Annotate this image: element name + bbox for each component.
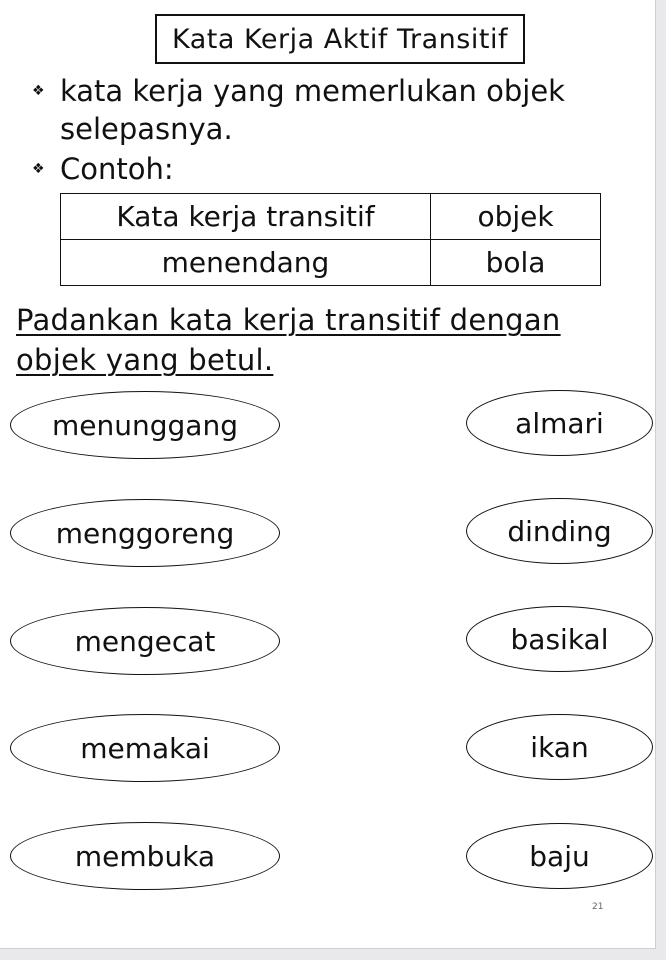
- verb-oval-3[interactable]: mengecat: [10, 607, 280, 675]
- example-cell-object: bola: [431, 240, 601, 286]
- verb-oval-1[interactable]: menunggang: [10, 391, 280, 459]
- object-oval-4[interactable]: ikan: [466, 714, 653, 780]
- example-header-object: objek: [431, 194, 601, 240]
- example-table-row: [61, 240, 601, 286]
- example-header-verb: Kata kerja transitif: [61, 194, 431, 240]
- definition-bullet: [32, 72, 596, 148]
- example-label: Contoh:: [60, 152, 174, 186]
- definition-text: kata kerja yang memerlukan objek selepasnya.: [60, 74, 565, 146]
- verb-oval-5[interactable]: membuka: [10, 822, 280, 890]
- verb-oval-2[interactable]: menggoreng: [10, 499, 280, 567]
- page-number: 21: [592, 902, 604, 912]
- diamond-bullet-icon: ❖: [32, 83, 45, 99]
- object-oval-5[interactable]: baju: [466, 823, 653, 889]
- example-table-header-row: [61, 194, 601, 240]
- instruction-text: Padankan kata kerja transitif dengan objek yang betul.: [16, 303, 561, 377]
- object-oval-3[interactable]: basikal: [466, 606, 653, 672]
- example-cell-verb: menendang: [61, 240, 431, 286]
- verb-oval-4[interactable]: memakai: [10, 714, 280, 782]
- example-table: [60, 193, 601, 286]
- worksheet-title: Kata Kerja Aktif Transitif: [155, 14, 525, 64]
- example-bullet: [32, 150, 174, 188]
- diamond-bullet-icon: ❖: [32, 161, 45, 177]
- object-oval-1[interactable]: almari: [466, 390, 653, 456]
- object-oval-2[interactable]: dinding: [466, 498, 653, 564]
